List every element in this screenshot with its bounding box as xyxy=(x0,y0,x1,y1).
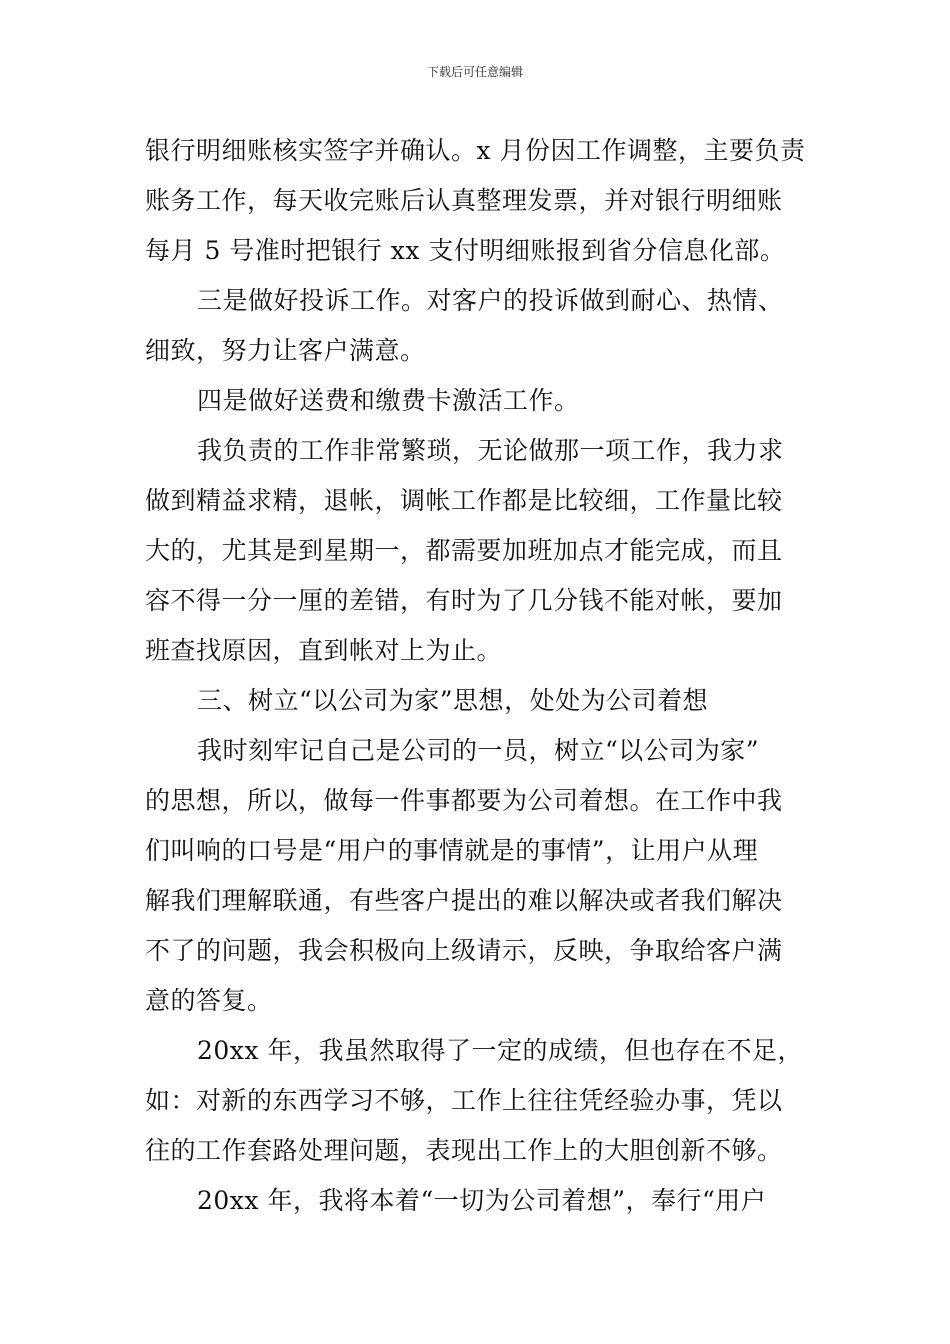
section-heading: 三、树立“以公司为家”思想，处处为公司着想 xyxy=(197,686,709,715)
text-line: 不了的问题，我会积极向上级请示，反映，争取给客户满 xyxy=(145,936,783,965)
paragraph-start-line: 20xx 年，我虽然取得了一定的成绩，但也存在不足， xyxy=(197,1036,803,1065)
text-line: 意的答复。 xyxy=(145,986,273,1015)
text-line: 细致，努力让客户满意。 xyxy=(145,336,426,365)
text-line: 大的，尤其是到星期一，都需要加班加点才能完成，而且 xyxy=(145,536,783,565)
text-line: 容不得一分一厘的差错，有时为了几分钱不能对帐，要加 xyxy=(145,586,783,615)
text-line: 的思想，所以，做每一件事都要为公司着想。在工作中我 xyxy=(145,786,783,815)
text-line: 往的工作套路处理问题，表现出工作上的大胆创新不够。 xyxy=(145,1136,783,1165)
text-line: 每月 5 号准时把银行 xx 支付明细账报到省分信息化部。 xyxy=(145,236,786,265)
paragraph-start-line: 三是做好投诉工作。对客户的投诉做到耐心、热情、 xyxy=(197,286,784,315)
page-header-note: 下载后可任意编辑 xyxy=(426,65,523,79)
paragraph-start-line: 20xx 年，我将本着“一切为公司着想”，奉行“用户 xyxy=(197,1186,767,1215)
paragraph-start-line: 我负责的工作非常繁琐，无论做那一项工作，我力求 xyxy=(197,436,784,465)
text-line: 如：对新的东西学习不够，工作上往往凭经验办事，凭以 xyxy=(145,1086,783,1115)
document-body xyxy=(145,126,810,1226)
text-line: 解我们理解联通，有些客户提出的难以解决或者我们解决 xyxy=(145,886,783,915)
paragraph-start-line: 四是做好送费和缴费卡激活工作。 xyxy=(197,386,580,415)
text-line: 银行明细账核实签字并确认。x 月份因工作调整，主要负责 xyxy=(145,136,806,165)
text-line: 们叫响的口号是“用户的事情就是的事情”，让用户从理 xyxy=(145,836,759,865)
paragraph-start-line: 我时刻牢记自己是公司的一员，树立“以公司为家” xyxy=(197,736,760,765)
text-line: 班查找原因，直到帐对上为止。 xyxy=(145,636,503,665)
text-line: 做到精益求精，退帐，调帐工作都是比较细，工作量比较 xyxy=(145,486,783,515)
text-line: 账务工作，每天收完账后认真整理发票，并对银行明细账 xyxy=(145,186,783,215)
